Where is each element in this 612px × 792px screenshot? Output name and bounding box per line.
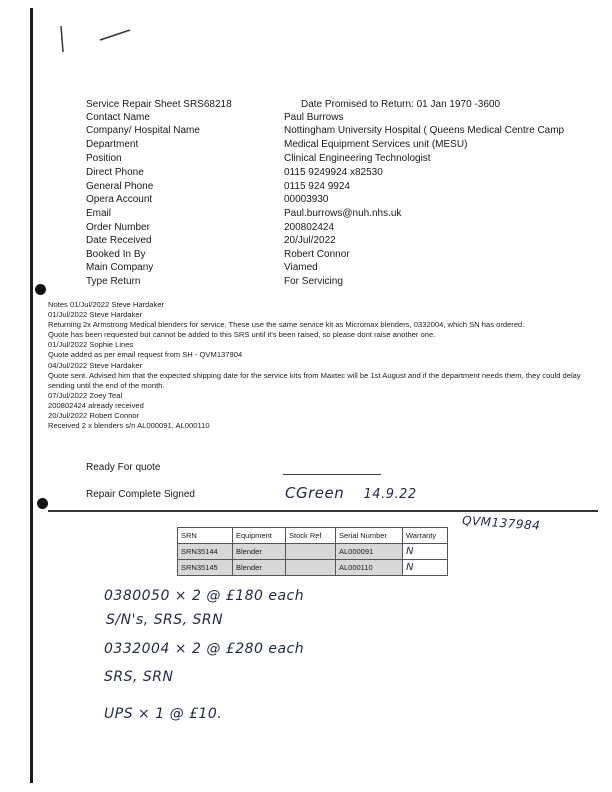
notes-block [48,300,593,431]
ready-signature-line [283,474,381,475]
cell-stock-ref [286,560,336,576]
cell-srn: SRN35144 [178,544,233,560]
header-stock-ref: Stock Ref [286,528,336,544]
header-serial-number: Serial Number [336,528,403,544]
section-divider [48,510,598,512]
field-label: Opera Account [86,194,153,205]
pen-mark [55,18,145,58]
equipment-table [177,527,448,576]
table-row [178,560,448,576]
field-label: Booked In By [86,249,146,260]
field-label: General Phone [86,181,154,192]
cell-warranty: N [403,560,448,576]
note-line: 04/Jul/2022 Steve Hardaker [48,360,143,370]
note-line: Quote sent. Advised him that the expected shipping date for the service kits from Maxtec will be 1st August and if the department needs them, they could delay sending until the end of the month. [48,370,581,390]
punch-hole [35,284,46,295]
table-header-row [178,528,448,544]
cell-warranty: N [403,544,448,560]
field-value: 200802424 [284,222,335,233]
field-label: Order Number [86,222,150,233]
field-label: Company/ Hospital Name [86,125,200,136]
date-promised: Date Promised to Return: 01 Jan 1970 -3600 [301,99,501,110]
field-value: 20/Jul/2022 [284,235,336,246]
note-line: 01/Jul/2022 Sophie Lines [48,340,134,350]
header-srn: SRN [178,528,233,544]
field-label: Date Received [86,235,152,246]
field-value: Paul Burrows [284,112,344,123]
note-line: Notes 01/Jul/2022 Steve Hardaker [48,300,165,309]
field-value: Clinical Engineering Technologist [284,153,431,164]
field-value: Robert Connor [284,249,350,260]
sheet-title: Service Repair Sheet SRS68218 [86,99,232,110]
note-line: 20/Jul/2022 Robert Connor [48,411,140,421]
note-line: Returning 2x Armstrong Medical blenders for service. These use the same service kit as Micromax blenders, 0332004, which SN has ordered. [48,320,525,330]
cell-equipment: Blender [233,560,286,576]
handwritten-line: 0332004 × 2 @ £280 each [104,641,305,657]
field-value: 00003930 [284,194,329,205]
cell-srn: SRN35145 [178,560,233,576]
field-value: Nottingham University Hospital ( Queens Medical Centre Camp [284,125,565,136]
field-value: Medical Equipment Services unit (MESU) [284,139,468,150]
field-value: For Servicing [284,276,343,287]
handwritten-line: S/N's, SRS, SRN [106,612,224,628]
cell-serial-number: AL000091 [336,544,403,560]
note-line: Received 2 x blenders s/n AL000091, AL000110 [48,421,210,431]
ready-for-quote-label: Ready For quote [86,462,161,473]
repair-complete-label: Repair Complete Signed [86,489,195,500]
field-value: Paul.burrows@nuh.nhs.uk [284,208,402,219]
field-label: Department [86,139,139,150]
note-line: Quote has been requested but cannot be added to this SRS until it's been raised, so please dont raise another one. [48,330,436,340]
field-label: Position [86,153,122,164]
note-line: 200802424 already received [48,400,144,410]
field-label: Main Company [86,262,154,273]
signature: CGreen 14.9.22 [285,484,417,502]
field-label: Email [86,208,112,219]
handwritten-line: 0380050 × 2 @ £180 each [104,588,305,604]
field-label: Type Return [86,276,141,287]
cell-equipment: Blender [233,544,286,560]
note-line: 07/Jul/2022 Zoey Teal [48,390,123,400]
field-value: 0115 9249924 x82530 [284,167,383,178]
header-equipment: Equipment [233,528,286,544]
header-warranty: Warranty [403,528,448,544]
handwritten-line: SRS, SRN [104,669,174,685]
field-value: 0115 924 9924 [284,181,350,192]
cell-serial-number: AL000110 [336,560,403,576]
punch-hole [37,498,48,509]
scan-edge [30,8,33,783]
field-label: Contact Name [86,112,150,123]
table-row [178,544,448,560]
field-label: Direct Phone [86,167,144,178]
note-line: Quote added as per email request from SH - QVM137904 [48,350,243,360]
handwritten-quote-ref: QVM137984 [461,513,541,533]
note-line: 01/Jul/2022 Steve Hardaker [48,310,143,320]
field-value: Viamed [284,262,318,273]
handwritten-line: UPS × 1 @ £10. [104,706,223,722]
cell-stock-ref [286,544,336,560]
